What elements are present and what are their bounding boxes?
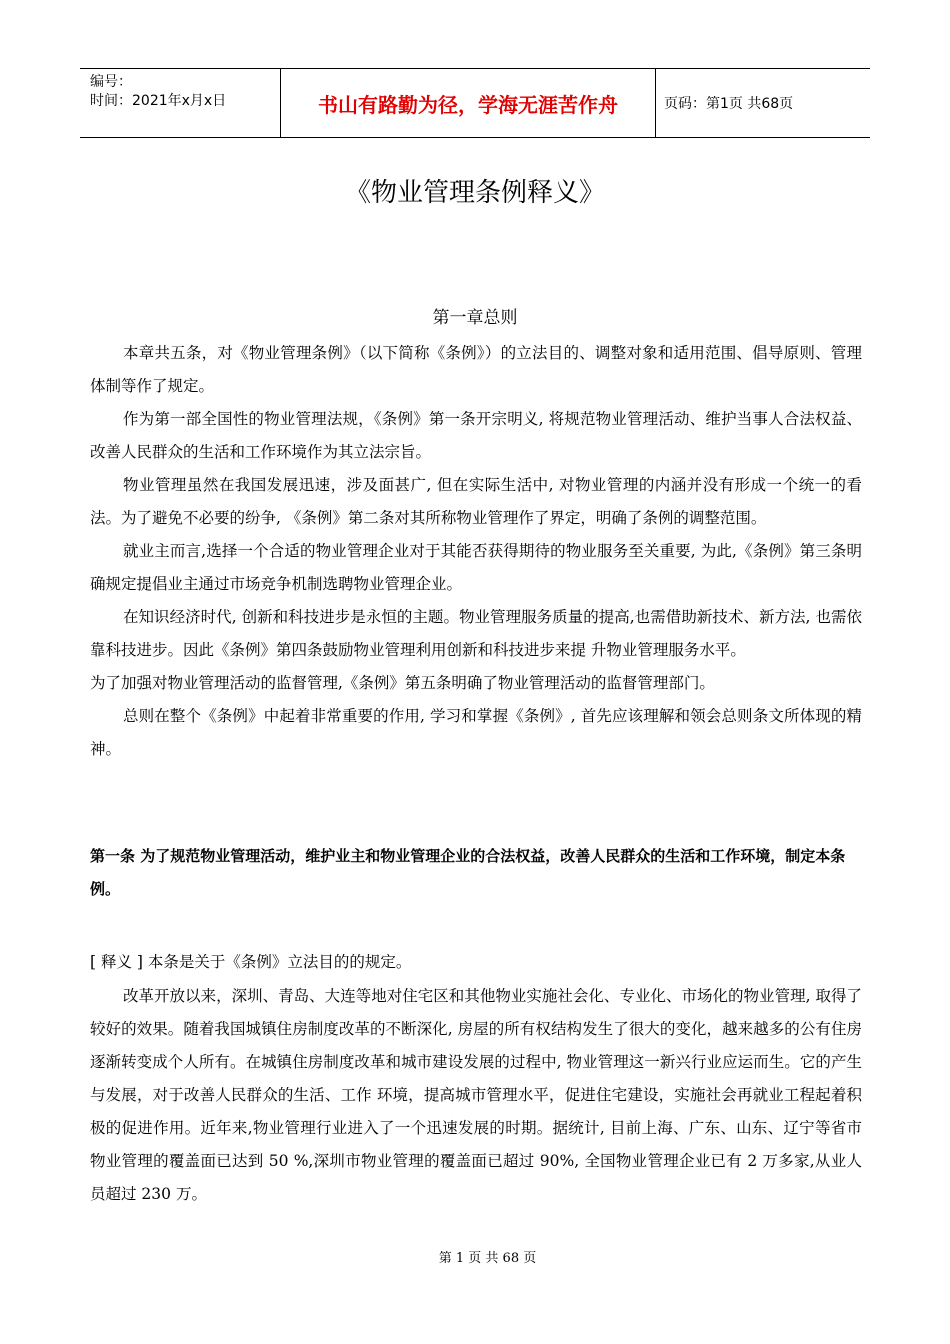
intro-paragraph: 作为第一部全国性的物业管理法规，《条例》第一条开宗明义, 将规范物业管理活动、维护当事人合法权益、改善人民群众的生活和工作环境作为其立法宗旨。 xyxy=(90,410,862,461)
intro-paragraph: 在知识经济时代, 创新和科技进步是永恒的主题。物业管理服务质量的提高,也需借助新技术、新方法, 也需依靠科技进步。因此《条例》第四条鼓励物业管理利用创新和科技进步来提 升物业管理服务水平。 xyxy=(90,608,862,659)
date-label: 时间：2021年x月x日 xyxy=(90,93,227,109)
document-header xyxy=(80,68,870,138)
page-footer: 第 1 页 共 68 页 xyxy=(438,1251,537,1266)
interpretation-label: [ 释义 ] 本条是关于《条例》立法目的的规定。 xyxy=(90,953,412,971)
interpretation-paragraph: 改革开放以来，深圳、青岛、大连等地对住宅区和其他物业实施社会化、专业化、市场化的物业管理, 取得了较好的效果。随着我国城镇住房制度改革的不断深化, 房屋的所有权结构发生了很大的变化，越来越多的公有住房逐渐转变成个人所有。在城镇住房制度改革和城市建设发展的过程中, 物业管理这一新兴行业应运而生。它的产生与发展，对于改善人民群众的生活、工作 环境，提高城市管理水平，促进住宅建设，实施社会再就业工程起着积极的促进作用。近年来,物业管理行业进入了一个迅速发展的时期。据统计, 目前上海、广东、山东、辽宁等省市物业管理的覆盖面已达到 50 %,深圳市物业管理的覆盖面已超过 90%, 全国物业管理企业已有 2 万多家,从业人员超过 230 万。 xyxy=(90,987,862,1203)
intro-paragraph: 为了加强对物业管理活动的监督管理,《条例》第五条明确了物业管理活动的监督管理部门。 xyxy=(90,674,715,692)
intro-paragraph: 本章共五条，对《物业管理条例》（以下简称《条例》）的立法目的、调整对象和适用范围、倡导原则、管理体制等作了规定。 xyxy=(90,344,862,395)
intro-paragraph: 就业主而言,选择一个合适的物业管理企业对于其能否获得期待的物业服务至关重要, 为此,《条例》第三条明确规定提倡业主通过市场竞争机制选聘物业管理企业。 xyxy=(90,542,862,593)
header-page-info: 页码：第1页 共68页 xyxy=(664,96,794,112)
intro-paragraph: 物业管理虽然在我国发展迅速，涉及面甚广, 但在实际生活中, 对物业管理的内涵并没有形成一个统一的看法。为了避免不必要的纷争, 《条例》第二条对其所称物业管理作了界定，明确了条例的调整范围。 xyxy=(90,476,862,527)
number-label: 编号： xyxy=(90,74,132,90)
interpretation-section xyxy=(90,980,862,1211)
document-title: 《物业管理条例释义》 xyxy=(344,178,605,208)
intro-paragraph: 总则在整个《条例》中起着非常重要的作用, 学习和掌握《条例》, 首先应该理解和领会总则条文所体现的精神。 xyxy=(90,707,862,758)
article-1-heading: 第一条 为了规范物业管理活动，维护业主和物业管理企业的合法权益，改善人民群众的生活和工作环境，制定本条例。 xyxy=(90,847,846,898)
header-meta xyxy=(80,69,281,137)
chapter-heading: 第一章总则 xyxy=(432,308,518,328)
intro-section xyxy=(90,337,862,766)
header-motto: 书山有路勤为径，学海无涯苦作舟 xyxy=(281,69,656,137)
